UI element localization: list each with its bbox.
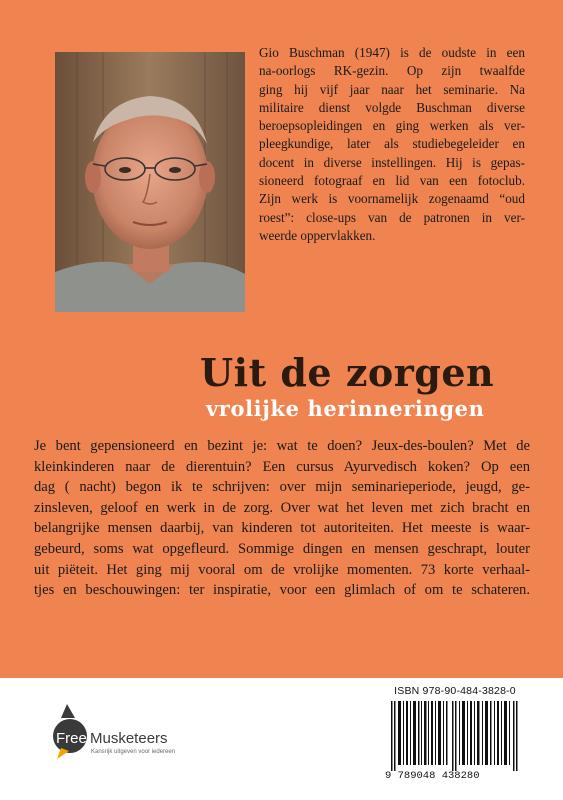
blurb-line: dag ( nacht) begon ik te schrijven: over mijn seminarieperiode, jeugd, ge- <box>34 479 530 496</box>
book-subtitle: vrolijke herinneringen <box>206 396 485 421</box>
blurb-line: tjes en beschouwingen: ter inspiratie, voor een glimlach of om te schateren. <box>34 582 530 599</box>
book-title: Uit de zorgen <box>200 350 495 395</box>
bio-line: na-oorlogs RK-gezin. Op zijn twaalfde <box>259 63 525 79</box>
blurb-line: gebeurd, soms wat opgefleurd. Sommige dingen en mensen geschrapt, louter <box>34 540 530 557</box>
blurb-line: uit piëteit. Het ging mij vooral om de vrolijke momenten. 73 korte verhaal- <box>34 561 530 578</box>
bio-line: roest”: close-ups van de patronen in ver- <box>259 209 525 225</box>
bio-line: pleegkundige, later als studiebegeleider en <box>259 136 525 152</box>
bio-line: militaire dienst volgde Buschman diverse <box>259 99 525 115</box>
publisher-tagline: Kansrijk uitgeven voor iedereen <box>91 749 176 755</box>
blurb-line: belangrijke mensen daarbij, van kinderen tot autoriteiten. Het meeste is waar- <box>34 520 530 537</box>
bio-line: sioneerd fotograaf en lid van een fotoclub. <box>259 173 525 189</box>
bio-line: beroepsopleidingen en ging werken als ver- <box>259 118 525 134</box>
bio-line: Gio Buschman (1947) is de oudste in een <box>259 45 525 60</box>
author-bio <box>259 44 525 245</box>
bio-line: Zijn werk is voornamelijk zogenaamd “oud <box>259 191 525 207</box>
blurb-line: kleinkinderen naar de dierentuin? Een cursus Ayurvedisch koken? Op een <box>34 458 530 475</box>
bio-line: ging hij vijf jaar naar het seminarie. Na <box>259 81 525 97</box>
author-photo <box>55 52 245 312</box>
blurb-line: zinsleven, geloof en werk in de zorg. Over wat het leven met zich bracht en <box>34 499 530 516</box>
publisher-name-musketeers: Musketeers <box>90 730 168 747</box>
barcode-digits: 9 789048 438280 <box>385 770 480 782</box>
bio-line: weerde oppervlakken. <box>259 227 376 243</box>
publisher-name-free: Free <box>56 730 87 747</box>
barcode-icon <box>391 701 519 771</box>
book-blurb <box>34 436 530 601</box>
bio-line: docent in diverse instellingen. Hij is gepas- <box>259 154 525 170</box>
blurb-line: Je bent gepensioneerd en bezint je: wat te doen? Jeux-des-boulen? Met de <box>34 438 530 454</box>
isbn-block <box>385 685 525 785</box>
publisher-logo <box>53 704 203 764</box>
isbn-label: ISBN 978-90-484-3828-0 <box>394 685 516 697</box>
